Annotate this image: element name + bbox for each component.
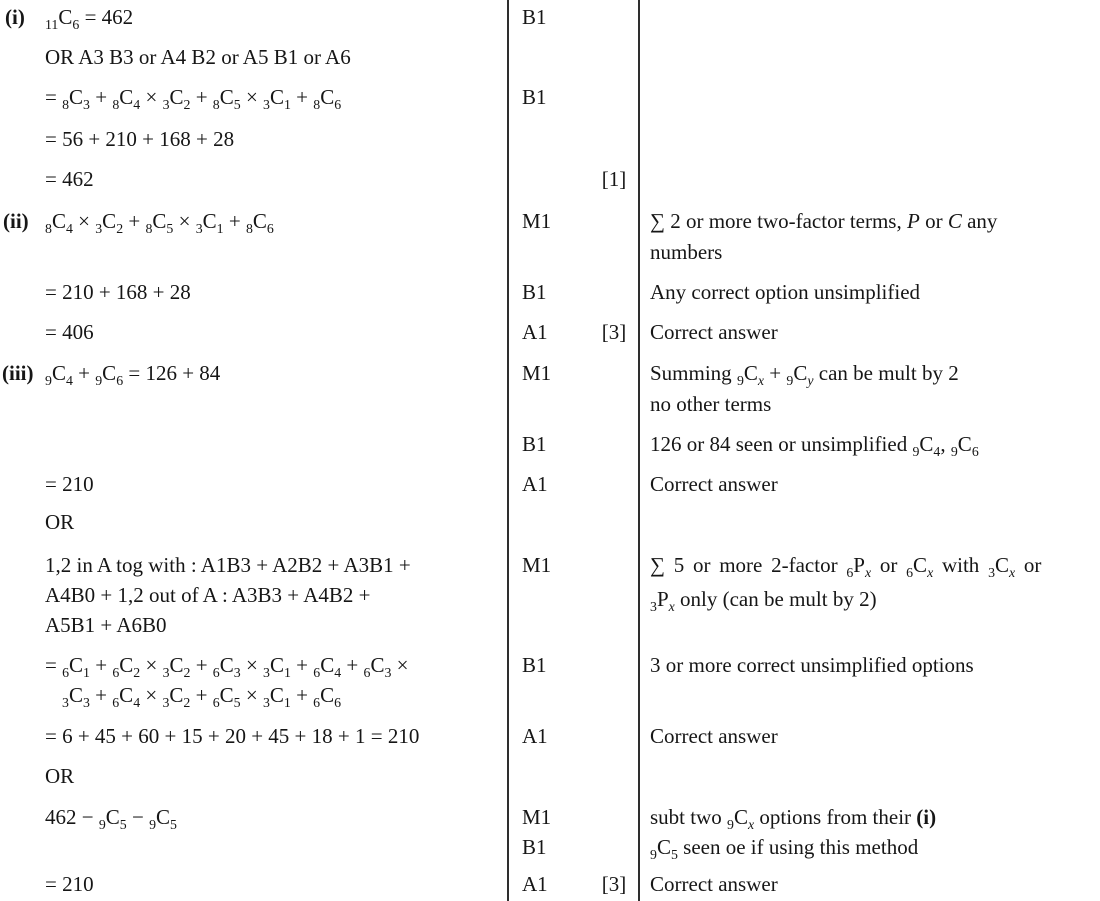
mark-ii-line2: B1: [522, 280, 547, 304]
mark-i-line1: B1: [522, 5, 547, 29]
guidance-ii-b1: Any correct option unsimplified: [650, 280, 921, 304]
work-i-line1: $_{11}C_6 = 462$: [45, 5, 134, 33]
work-iii-alt1-line2: A4B0 + 1,2 out of A : A3B3 + A4B2 +: [45, 583, 371, 607]
mark-iii-m1-a: M1: [522, 361, 552, 385]
work-iii-alt1-sum-line1: = $_6C_1 + _6C_2 \times _3C_2 + _6C_3 \times _3C_1 + _6C_4 + _6C_3$ ×: [45, 653, 409, 681]
part-label-i: (i): [5, 5, 25, 29]
guidance-iii-m1-b-line1: ∑ 5 or more 2-factor $_6P_x$ or $_6C_x$ with $_3C_x$ or: [650, 553, 1042, 581]
section-total-i: [1]: [601, 167, 627, 191]
mark-ii-line3: A1: [522, 320, 548, 344]
guidance-iii-a1-a: Correct answer: [650, 472, 778, 496]
work-iii-or1: OR: [45, 510, 75, 534]
work-iii-line1: $_9C_4 + _9C_6 = 126 + 84$: [45, 361, 221, 389]
guidance-ii-a1: Correct answer: [650, 320, 778, 344]
section-total-iii: [3]: [601, 872, 627, 896]
mark-iii-b1-c: B1: [522, 835, 547, 859]
mark-iii-b1-b: B1: [522, 653, 547, 677]
guidance-iii-m1-c-line1: subt two $_9C_x$ options from their (i): [650, 805, 937, 833]
mark-iii-m1-b: M1: [522, 553, 552, 577]
work-i-line2: OR A3 B3 or A4 B2 or A5 B1 or A6: [45, 45, 351, 69]
guidance-iii-m1-line2: no other terms: [650, 392, 772, 416]
work-i-line3: = $_8C_3 + _8C_4 \times _3C_2 + _8C_5 \times _3C_1 + _8C_6$: [45, 85, 342, 113]
guidance-iii-a1-b: Correct answer: [650, 724, 778, 748]
work-i-line4: = 56 + 210 + 168 + 28: [45, 127, 235, 151]
work-iii-answer1: = 210: [45, 472, 94, 496]
work-i-line5: = 462: [45, 167, 94, 191]
mark-ii-line1: M1: [522, 209, 552, 233]
mark-iii-a1-a: A1: [522, 472, 548, 496]
work-ii-line1: $_8C_4 \times _3C_2 + _8C_5 \times _3C_1 + _8C_6$: [45, 209, 274, 237]
work-iii-alt1-sum-line2: $_3C_3 + _6C_4 \times _3C_2 + _6C_5 \times _3C_1 + _6C_6$: [62, 683, 342, 711]
work-ii-line3: = 406: [45, 320, 94, 344]
work-iii-alt2-line1: $462 - _9C_5 - _9C_5$: [45, 805, 177, 833]
work-ii-line2: = 210 + 168 + 28: [45, 280, 191, 304]
guidance-iii-m1-line1: Summing $_9C_x + _9C_y$ can be mult by 2: [650, 361, 959, 389]
mark-iii-a1-b: A1: [522, 724, 548, 748]
guidance-iii-b1-a: 126 or 84 seen or unsimplified $_9C_4$, $_9C_6$: [650, 432, 979, 460]
part-label-ii: (ii): [3, 209, 29, 233]
work-iii-or2: OR: [45, 764, 75, 788]
guidance-ii-m1-line2: numbers: [650, 240, 723, 264]
guidance-iii-m1-c-line2: $_9C_5$ seen oe if using this method: [650, 835, 919, 863]
mark-iii-b1-a: B1: [522, 432, 547, 456]
guidance-column-divider: [638, 0, 640, 901]
section-total-ii: [3]: [601, 320, 627, 344]
work-iii-alt1-line3: A5B1 + A6B0: [45, 613, 167, 637]
mark-i-line3: B1: [522, 85, 547, 109]
guidance-ii-m1-line1: ∑ 2 or more two-factor terms, P or C any: [650, 209, 998, 233]
work-iii-alt1-line1: 1,2 in A tog with : A1B3 + A2B2 + A3B1 +: [45, 553, 411, 577]
part-label-iii: (iii): [2, 361, 34, 385]
guidance-iii-m1-b-line2: $_3P_x$ only (can be mult by 2): [650, 587, 877, 615]
mark-iii-m1-c: M1: [522, 805, 552, 829]
guidance-iii-b1-b: 3 or more correct unsimplified options: [650, 653, 974, 677]
mark-iii-a1-c: A1: [522, 872, 548, 896]
work-iii-alt1-total: = 6 + 45 + 60 + 15 + 20 + 45 + 18 + 1 = 210: [45, 724, 420, 748]
work-iii-answer2: = 210: [45, 872, 94, 896]
marks-column-left-divider: [507, 0, 509, 901]
guidance-iii-a1-c: Correct answer: [650, 872, 778, 896]
